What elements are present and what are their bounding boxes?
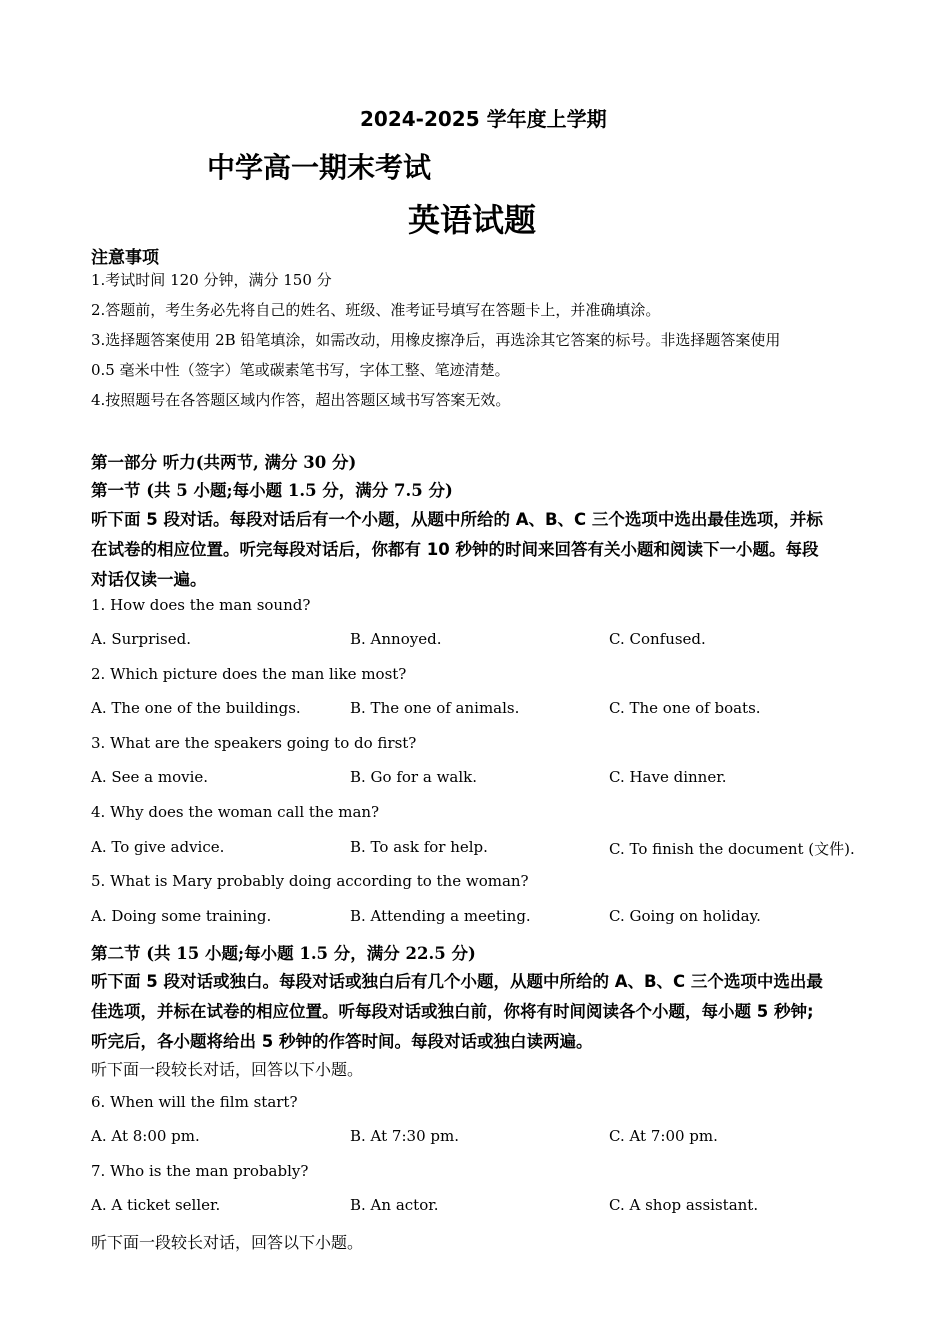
notice-item: 4.按照题号在各答题区域内作答，超出答题区域书写答案无效。 <box>91 391 511 409</box>
question-5: 5. What is Mary probably doing according to the woman? <box>91 872 529 890</box>
q7-option-a: A. A ticket seller. <box>91 1196 221 1214</box>
exam-year-term: 2024-2025 学年度上学期 <box>360 107 607 131</box>
q2-option-b: B. The one of animals. <box>350 699 520 717</box>
notice-item: 1.考试时间 120 分钟，满分 150 分 <box>91 271 332 289</box>
section1-instruction: 听下面 5 段对话。每段对话后有一个小题，从题中所给的 A、B、C 三个选项中选出最佳选项，并标 <box>91 510 823 529</box>
q5-option-b: B. Attending a meeting. <box>350 907 531 925</box>
question-3: 3. What are the speakers going to do first? <box>91 734 417 752</box>
q1-option-a: A. Surprised. <box>91 630 191 648</box>
q5-option-a: A. Doing some training. <box>91 907 272 925</box>
section1-instruction: 对话仅读一遍。 <box>91 570 207 589</box>
exam-subject-title: 英语试题 <box>408 201 537 239</box>
exam-school-title: 中学高一期末考试 <box>207 151 432 184</box>
q5-option-c: C. Going on holiday. <box>609 907 761 925</box>
q6-option-b: B. At 7:30 pm. <box>350 1127 459 1145</box>
section1-instruction: 在试卷的相应位置。听完每段对话后，你都有 10 秒钟的时间来回答有关小题和阅读下一小题。每段 <box>91 540 819 559</box>
q3-option-c: C. Have dinner. <box>609 768 727 786</box>
notice-title: 注意事项 <box>91 248 159 268</box>
q7-option-c: C. A shop assistant. <box>609 1196 759 1214</box>
question-4: 4. Why does the woman call the man? <box>91 803 380 821</box>
notice-item: 3.选择题答案使用 2B 铅笔填涂，如需改动，用橡皮擦净后，再选涂其它答案的标号。非选择题答案使用 <box>91 331 781 349</box>
q7-option-b: B. An actor. <box>350 1196 439 1214</box>
question-6: 6. When will the film start? <box>91 1093 298 1111</box>
q3-option-b: B. Go for a walk. <box>350 768 478 786</box>
part1-title: 第一部分 听力(共两节, 满分 30 分) <box>91 453 357 472</box>
section2-title: 第二节 (共 15 小题;每小题 1.5 分，满分 22.5 分) <box>91 944 476 963</box>
q2-option-a: A. The one of the buildings. <box>91 699 301 717</box>
q4-option-b: B. To ask for help. <box>350 838 488 856</box>
dialogue-lead-in: 听下面一段较长对话，回答以下小题。 <box>91 1233 364 1252</box>
q4-option-c: C. To finish the document (文件). <box>609 840 855 858</box>
section2-instruction: 听下面 5 段对话或独白。每段对话或独白后有几个小题，从题中所给的 A、B、C 三个选项中选出最 <box>91 972 823 991</box>
q6-option-c: C. At 7:00 pm. <box>609 1127 718 1145</box>
question-1: 1. How does the man sound? <box>91 596 311 614</box>
notice-item: 2.答题前，考生务必先将自己的姓名、班级、准考证号填写在答题卡上，并准确填涂。 <box>91 301 661 319</box>
q1-option-c: C. Confused. <box>609 630 706 648</box>
q2-option-c: C. The one of boats. <box>609 699 761 717</box>
section2-instruction: 听完后，各小题将给出 5 秒钟的作答时间。每段对话或独白读两遍。 <box>91 1032 593 1051</box>
section2-instruction: 佳选项，并标在试卷的相应位置。听每段对话或独白前，你将有时间阅读各个小题，每小题 5 秒钟; <box>91 1002 814 1021</box>
dialogue-lead-in: 听下面一段较长对话，回答以下小题。 <box>91 1060 364 1079</box>
q3-option-a: A. See a movie. <box>91 768 209 786</box>
q1-option-b: B. Annoyed. <box>350 630 442 648</box>
question-7: 7. Who is the man probably? <box>91 1162 309 1180</box>
notice-item: 0.5 毫米中性（签字）笔或碳素笔书写，字体工整、笔迹清楚。 <box>91 361 510 379</box>
q6-option-a: A. At 8:00 pm. <box>91 1127 200 1145</box>
q4-option-a: A. To give advice. <box>91 838 225 856</box>
question-2: 2. Which picture does the man like most? <box>91 665 407 683</box>
section1-title: 第一节 (共 5 小题;每小题 1.5 分，满分 7.5 分) <box>91 481 453 500</box>
